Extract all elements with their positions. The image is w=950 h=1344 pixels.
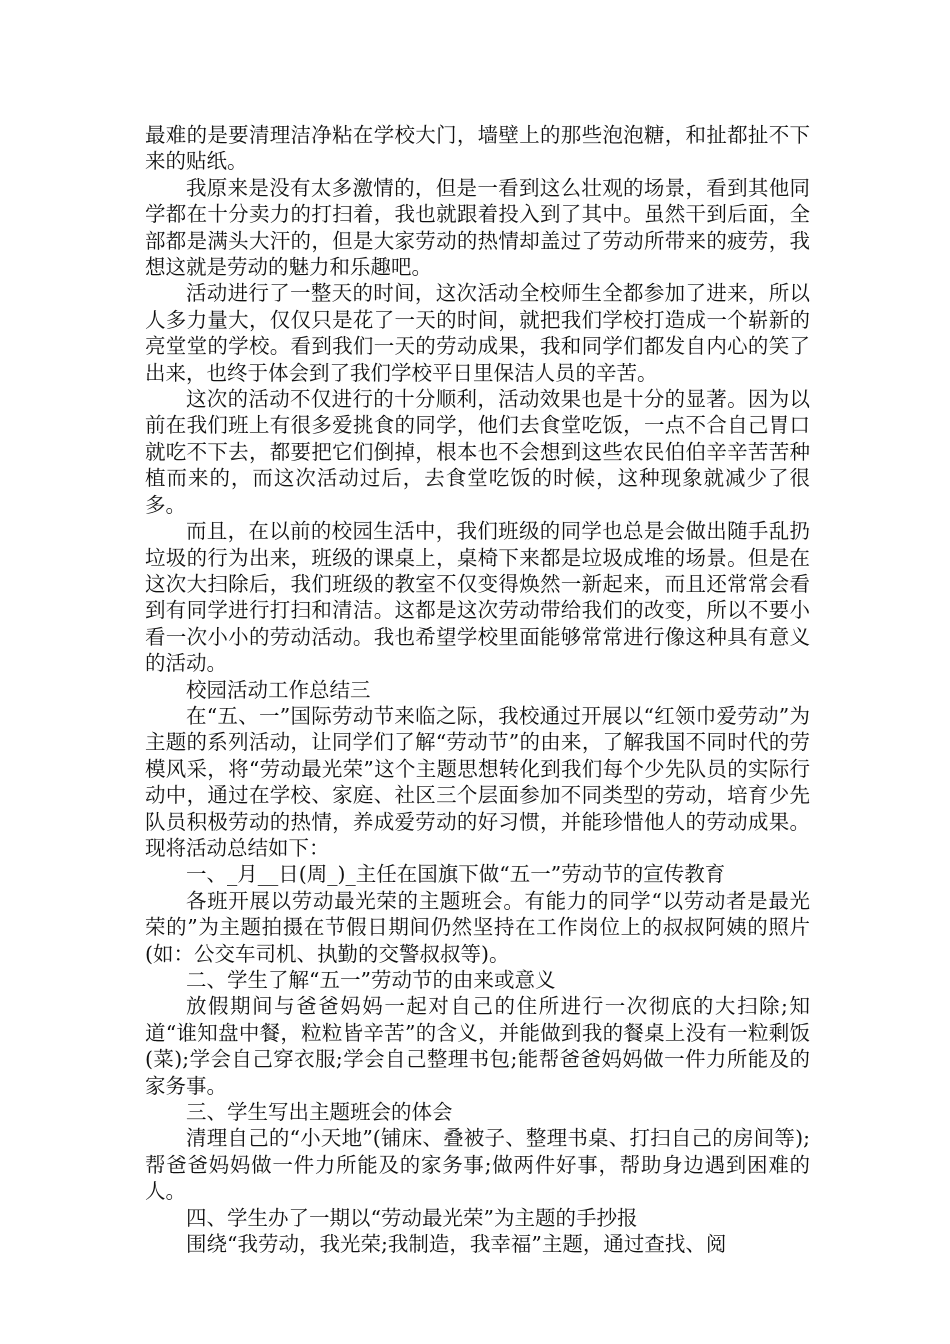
- list-heading: 三、学生写出主题班会的体会: [186, 1100, 453, 1125]
- paragraph: 各班开展以劳动最光荣的主题班会。有能力的同学“以劳动者是最光荣的”为主题拍摄在节假日期间仍然坚持在工作岗位上的叔叔阿姨的照片(如：公交车司机、执勤的交警叔叔等)。: [145, 888, 810, 966]
- paragraph: 清理自己的“小天地”(铺床、叠被子、整理书桌、打扫自己的房间等);帮爸爸妈妈做一件力所能及的家务事;做两件好事，帮助身边遇到困难的人。: [145, 1126, 810, 1204]
- list-heading: 一、_月__日(周_)_主任在国旗下做“五一”劳动节的宣传教育: [186, 862, 726, 887]
- paragraph: 围绕“我劳动，我光荣;我制造，我幸福”主题，通过查找、阅: [186, 1232, 727, 1257]
- paragraph: 最难的是要清理洁净粘在学校大门，墙壁上的那些泡泡糖，和扯都扯不下来的贴纸。: [145, 123, 810, 174]
- paragraph: 这次的活动不仅进行的十分顺利，活动效果也是十分的显著。因为以前在我们班上有很多爱挑食的同学，他们去食堂吃饭，一点不合自己胃口就吃不下去，都要把它们倒掉，根本也不会想到这些农民伯伯辛辛苦苦种植而来的，而这次活动过后，去食堂吃饭的时候，这种现象就减少了很多。: [145, 387, 810, 517]
- paragraph: 放假期间与爸爸妈妈一起对自己的住所进行一次彻底的大扫除;知道“谁知盘中餐，粒粒皆辛苦”的含义，并能做到我的餐桌上没有一粒剩饭(菜);学会自己穿衣服;学会自己整理书包;能帮爸爸妈妈做一件力所能及的家务事。: [145, 994, 810, 1098]
- paragraph: 我原来是没有太多激情的，但是一看到这么壮观的场景，看到其他同学都在十分卖力的打扫着，我也就跟着投入到了其中。虽然干到后面，全部都是满头大汗的，但是大家劳动的热情却盖过了劳动所带来的疲劳，我想这就是劳动的魅力和乐趣吧。: [145, 175, 810, 280]
- paragraph: 而且，在以前的校园生活中，我们班级的同学也总是会做出随手乱扔垃圾的行为出来，班级的课桌上，桌椅下来都是垃圾成堆的场景。但是在这次大扫除后，我们班级的教室不仅变得焕然一新起来，而且还常常会看到有同学进行打扫和清洁。这都是这次劳动带给我们的改变，所以不要小看一次小小的劳动活动。我也希望学校里面能够常常进行像这种具有意义的活动。: [145, 519, 810, 676]
- section-heading: 校园活动工作总结三: [186, 677, 371, 702]
- paragraph: 在“五、一”国际劳动节来临之际，我校通过开展以“红领巾爱劳动”为主题的系列活动，让同学们了解“劳动节”的由来，了解我国不同时代的劳模风采，将“劳动最光荣”这个主题思想转化到我们每个少先队员的实际行动中，通过在学校、家庭、社区三个层面参加不同类型的劳动，培育少先队员积极劳动的热情，养成爱劳动的好习惯，并能珍惜他人的劳动成果。现将活动总结如下：: [145, 703, 810, 860]
- paragraph: 活动进行了一整天的时间，这次活动全校师生全都参加了进来，所以人多力量大，仅仅只是花了一天的时间，就把我们学校打造成一个崭新的亮堂堂的学校。看到我们一天的劳动成果，我和同学们都发自内心的笑了出来，也终于体会到了我们学校平日里保洁人员的辛苦。: [145, 281, 810, 385]
- document-body: [145, 122, 810, 1257]
- list-heading: 二、学生了解“五一”劳动节的由来或意义: [186, 968, 556, 992]
- list-heading: 四、学生办了一期以“劳动最光荣”为主题的手抄报: [186, 1205, 638, 1230]
